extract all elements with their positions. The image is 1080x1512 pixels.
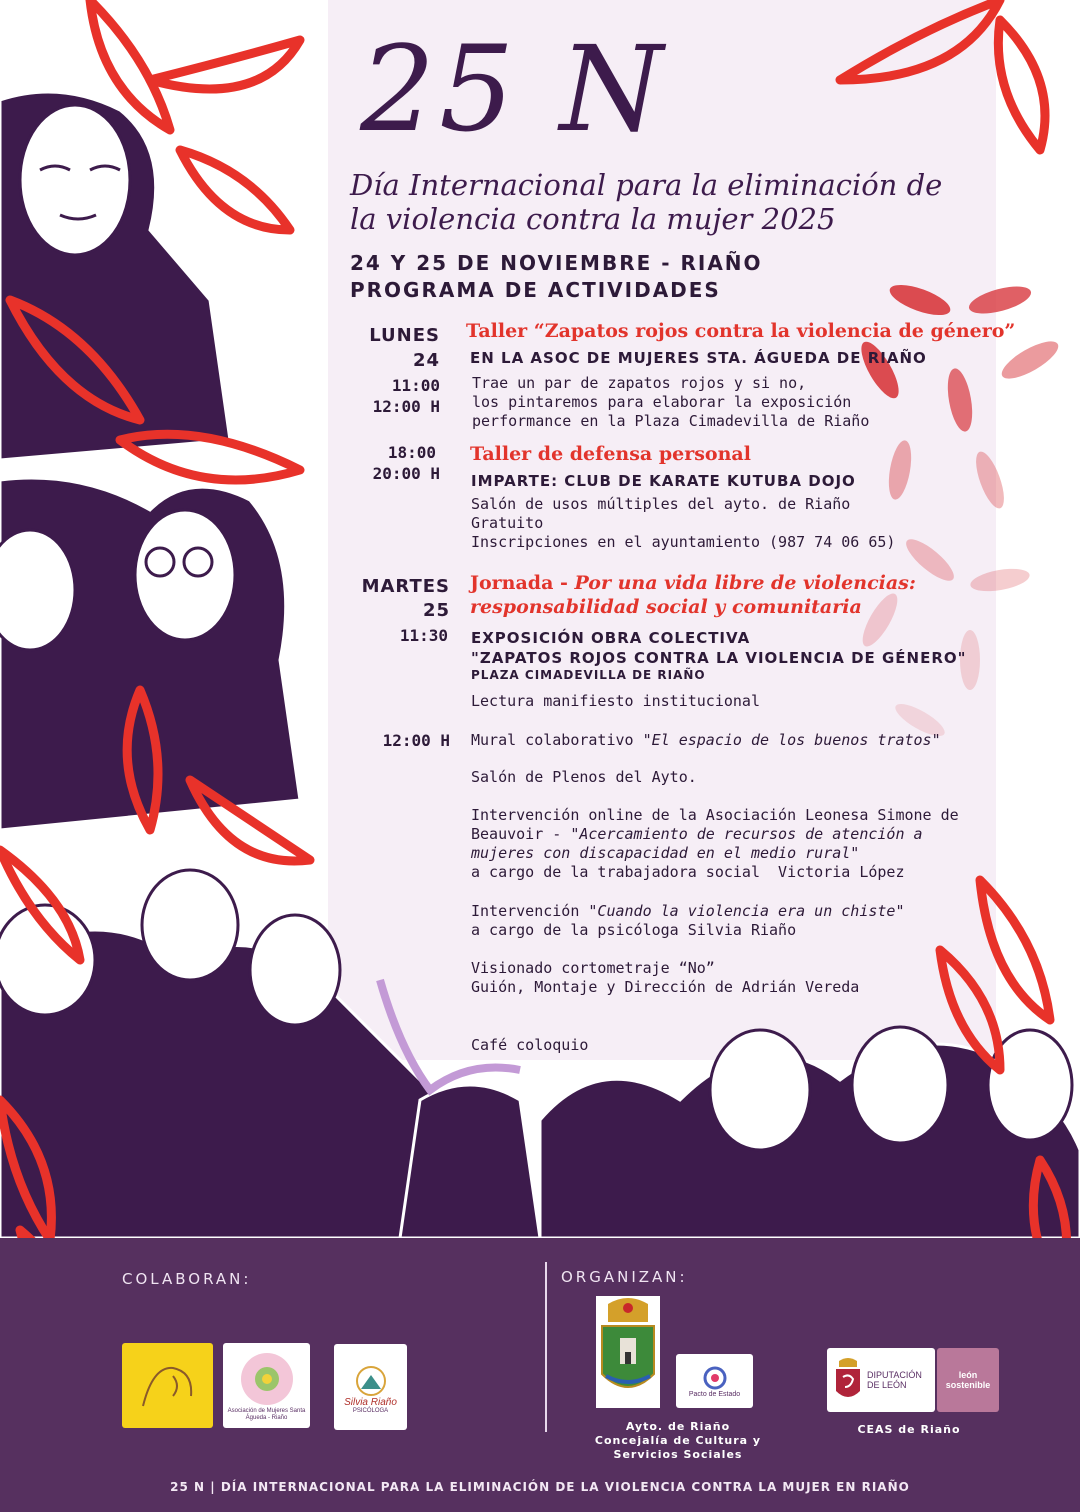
psychology-symbol-icon xyxy=(351,1361,391,1397)
workshop1-description: Trae un par de zapatos rojos y si no, los pintaremos para elaborar la exposición performance en la Plaza Cimadevilla de Riaño xyxy=(472,374,870,430)
logo-leon-sostenible xyxy=(937,1348,999,1412)
jornada-title-part1: Por una vida libre de violencias: xyxy=(574,572,916,594)
intervencion-line2: a cargo de la psicóloga Silvia Riaño xyxy=(471,921,797,939)
intervencion-line1 xyxy=(471,902,904,921)
logo-silvia-riano xyxy=(334,1344,407,1430)
lion-shield-icon xyxy=(833,1357,863,1403)
face-line-icon xyxy=(133,1356,203,1416)
lectura-text: Lectura manifiesto institucional xyxy=(471,692,760,710)
online-line3-italic: mujeres con discapacidad en el medio rural" xyxy=(471,844,860,862)
tuesday-date: 25 xyxy=(422,600,450,621)
workshop2-description: Salón de usos múltiples del ayto. de Riaño Gratuito Inscripciones en el ayuntamiento (987 74 06 65) xyxy=(471,495,896,551)
workshop2-title: Taller de defensa personal xyxy=(470,443,751,465)
jornada-label: Jornada - xyxy=(470,572,575,594)
ayto-caption-line3: Servicios Sociales xyxy=(613,1448,743,1461)
woman-illustration-left-middle xyxy=(0,478,300,830)
program-line: PROGRAMA DE ACTIVIDADES xyxy=(350,278,721,302)
visionado-line2: Guión, Montaje y Dirección de Adrián Vereda xyxy=(471,978,860,996)
expo-line2: "ZAPATOS ROJOS CONTRA LA VIOLENCIA DE GÉNERO" xyxy=(471,649,967,667)
logo-asociacion-yellow xyxy=(122,1343,213,1428)
date-line: 24 Y 25 DE NOVIEMBRE - RIAÑO xyxy=(350,251,763,275)
ayto-caption-line1: Ayto. de Riaño xyxy=(625,1420,731,1433)
logo-pacto-text: Pacto de Estado xyxy=(688,1390,741,1398)
bottom-bar-text: 25 N | DÍA INTERNACIONAL PARA LA ELIMINACIÓN DE LA VIOLENCIA CONTRA LA MUJER EN RIAÑO xyxy=(170,1480,910,1494)
intervencion-prefix: Intervención xyxy=(471,902,589,920)
mural-line xyxy=(471,731,941,750)
monday-time2-start: 18:00 xyxy=(387,443,436,462)
workshop1-place: EN LA ASOC DE MUJERES STA. ÁGUEDA DE RIAÑO xyxy=(470,349,927,367)
cafe-coloquio: Café coloquio xyxy=(471,1036,589,1054)
workshop1-title: Taller “Zapatos rojos contra la violencia de género” xyxy=(466,320,1016,342)
jornada-title-line2 xyxy=(470,596,862,618)
expo-line3: PLAZA CIMADEVILLA DE RIAÑO xyxy=(471,668,706,682)
date-heading xyxy=(350,250,763,304)
organizan-label: ORGANIZAN: xyxy=(561,1268,688,1286)
online-line2-italic: "Acercamiento de recursos de atención a xyxy=(570,825,923,843)
logo-leon-text: león sostenible xyxy=(945,1370,991,1390)
ayto-caption-line2: Concejalía de Cultura y xyxy=(594,1434,762,1447)
main-title: 25 N xyxy=(360,20,667,158)
logo-pacto-estado xyxy=(676,1354,753,1408)
salon-plenos: Salón de Plenos del Ayto. xyxy=(471,768,697,786)
logo-diputacion-leon xyxy=(827,1348,935,1412)
monday-date: 24 xyxy=(412,350,440,371)
tuesday-day-label: MARTES xyxy=(361,576,450,597)
online-line2 xyxy=(471,825,923,844)
expo-line1: EXPOSICIÓN OBRA COLECTIVA xyxy=(471,629,751,647)
mural-title: "El espacio de los buenos tratos" xyxy=(642,731,941,749)
tuesday-time2: 12:00 H xyxy=(382,731,450,750)
ayto-caption xyxy=(590,1420,766,1462)
colaboran-label: COLABORAN: xyxy=(122,1270,252,1288)
workshop2-instructor: IMPARTE: CLUB DE KARATE KUTUBA DOJO xyxy=(471,472,856,490)
monday-time1-end: 12:00 H xyxy=(372,397,440,416)
logo-silvia-name: Silvia Riaño xyxy=(344,1396,397,1408)
pact-circle-icon xyxy=(702,1365,728,1391)
online-line4: a cargo de la trabajadora social Victoria López xyxy=(471,863,905,881)
logo-escudo-riano xyxy=(596,1296,660,1408)
visionado-line1: Visionado cortometraje “No” xyxy=(471,959,715,977)
logo-asoc-mujeres xyxy=(223,1343,310,1428)
logo-silvia-sub: PSICÓLOGA xyxy=(352,1407,389,1414)
monday-day-label: LUNES xyxy=(369,325,440,346)
jornada-title-line1 xyxy=(470,572,916,594)
jornada-title-part2: responsabilidad social y comunitaria xyxy=(470,596,862,618)
tuesday-time1: 11:30 xyxy=(399,626,448,645)
subtitle: Día Internacional para la eliminación de la violencia contra la mujer 2025 xyxy=(350,168,943,236)
logo-diputacion-text: DIPUTACIÓN DE LEÓN xyxy=(867,1370,922,1390)
online-line2-prefix: Beauvoir - xyxy=(471,825,571,843)
footer-divider xyxy=(545,1262,547,1432)
monday-time1-start: 11:00 xyxy=(391,376,440,395)
mural-prefix: Mural colaborativo xyxy=(471,731,643,749)
monday-time2-end: 20:00 H xyxy=(372,464,440,483)
online-line1: Intervención online de la Asociación Leonesa Simone de xyxy=(471,806,959,824)
flower-icon xyxy=(238,1350,296,1408)
intervencion-title: "Cuando la violencia era un chiste" xyxy=(588,902,905,920)
woman-illustration-left-top xyxy=(0,92,230,460)
coat-of-arms-icon xyxy=(596,1296,660,1408)
online-line3 xyxy=(471,844,859,863)
logo-asoc-text: Asociación de Mujeres Santa Águeda - Riaño xyxy=(227,1407,306,1421)
ceas-caption: CEAS de Riaño xyxy=(857,1423,961,1436)
